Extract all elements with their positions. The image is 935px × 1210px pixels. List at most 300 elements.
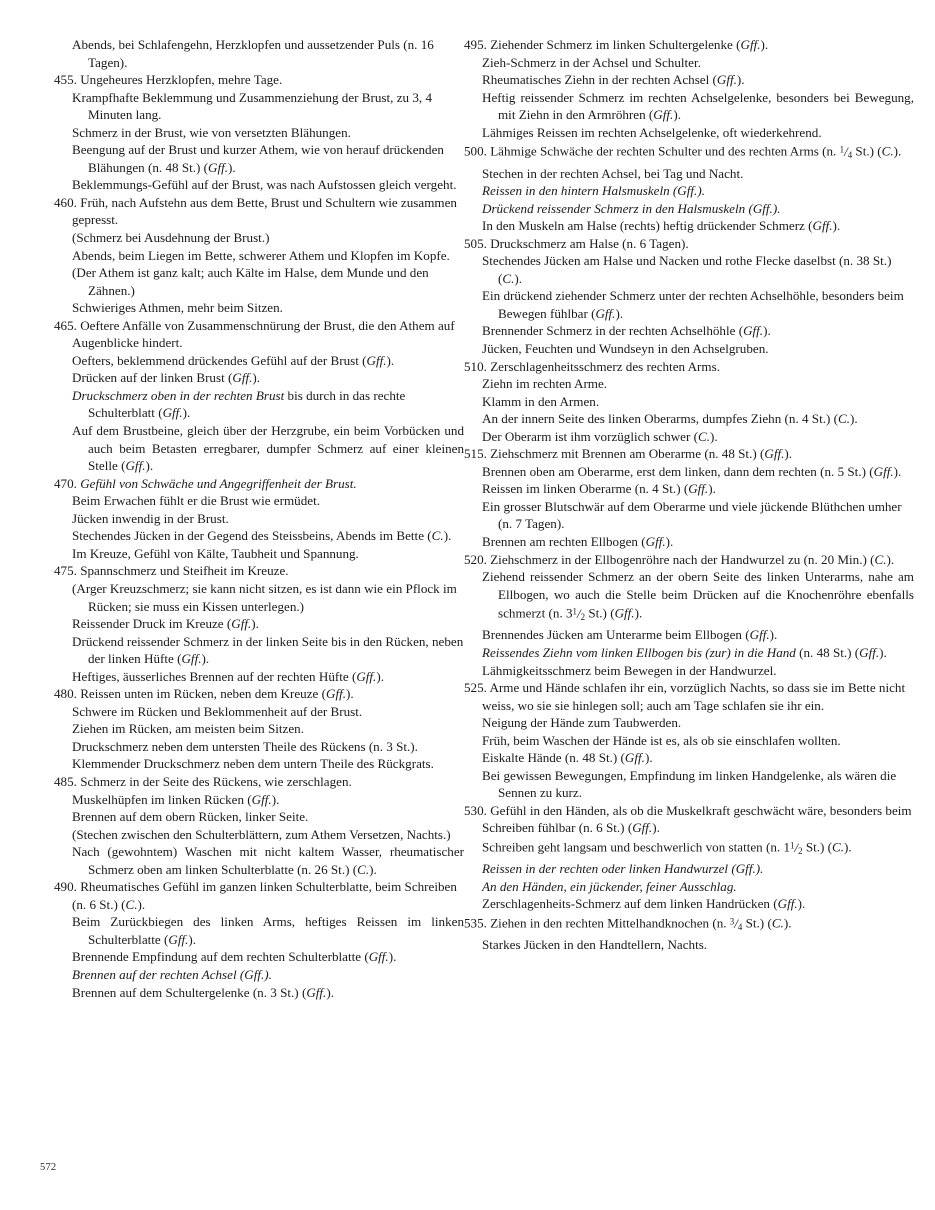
text-run: Ein grosser Blutschwär auf dem Oberarme und viele jückende Blüthchen umher (n. 7 Tagen).: [482, 498, 902, 532]
text-run: Früh, beim Waschen der Hände ist es, als ob sie einschlafen wollten.: [482, 732, 841, 748]
symptom-line: [464, 732, 914, 750]
text-run: Drückend reissender Schmerz in der linken Seite bis in den Rücken, neben der linken Hüfte: [72, 633, 464, 667]
text-run: Zieh-Schmerz in der Achsel und Schulter.: [482, 54, 701, 70]
symptom-line: [54, 668, 464, 686]
text-run: (: [351, 668, 357, 684]
text-run: (: [627, 820, 633, 836]
numbered-symptom-entry: [464, 358, 914, 376]
source-abbreviation: Gff.: [208, 159, 229, 175]
text-run: Beengung auf der Brust und kurzer Athem, wie von herauf drückenden Blähungen (n. 48 St.): [72, 142, 444, 175]
text-run: Schreiben geht langsam und beschwerlich von statten (n. 1: [482, 839, 790, 855]
source-abbreviation: C.: [357, 861, 370, 877]
source-abbreviation: Gff.: [740, 37, 761, 52]
text-run: Reissender Druck im Kreuze: [72, 616, 227, 632]
symptom-line: [54, 229, 464, 247]
text-run: (: [301, 984, 307, 1000]
numbered-symptom-entry: [54, 773, 464, 791]
source-abbreviation: Gff.: [764, 446, 785, 462]
text-run: (: [352, 861, 358, 877]
text-run: ): [763, 323, 768, 339]
symptom-line: [464, 662, 914, 680]
text-run: .: [256, 370, 261, 386]
text-run: (: [610, 605, 615, 621]
text-run: (: [745, 627, 750, 643]
text-run: Im Kreuze, Gefühl von Kälte, Taubheit und Spannung.: [72, 545, 359, 561]
text-run: .: [232, 159, 236, 175]
text-run: Lähmigkeitsschmerz beim Bewegen in der Handwurzel.: [482, 662, 777, 678]
symptom-line: [464, 89, 914, 124]
source-abbreviation: Gff.: [743, 323, 764, 339]
symptom-line: [54, 843, 464, 878]
symptom-line: [54, 299, 464, 317]
fraction: $^1$/4: [839, 144, 853, 160]
text-run: (: [247, 791, 252, 807]
text-run: .: [255, 616, 259, 632]
text-run: .: [390, 352, 395, 368]
text-run: ): [755, 861, 761, 877]
text-run: ): [832, 218, 837, 234]
text-run: Stechen in der rechten Achsel, bei Tag und Nacht.: [482, 165, 744, 181]
source-abbreviation: Gff.: [326, 686, 347, 702]
text-run: In den Muskeln am Halse (rechts) heftig drückender Schmerz: [482, 218, 809, 234]
text-run: Klamm in den Armen.: [482, 393, 600, 409]
source-abbreviation: Gff.: [677, 183, 698, 199]
source-abbreviation: Gff.: [251, 791, 272, 807]
source-abbreviation: Gff.: [752, 200, 773, 216]
entry-number: 520.: [464, 551, 491, 567]
text-run: Reissen in der rechten oder linken Handwurzel: [482, 861, 732, 877]
text-run: Rheumatisches Gefühl im ganzen linken Schulterblatte, beim Schreiben (n. 6 St.): [72, 879, 457, 912]
emphasised-phrase: Druckschmerz oben in der rechten Brust: [72, 387, 285, 403]
numbered-symptom-entry: [54, 878, 464, 913]
text-run: An der innern Seite des linken Oberarms, dumpfes Ziehn (n. 4 St.): [482, 411, 834, 427]
text-run: Früh, nach Aufstehn aus dem Bette, Brust und Schultern wie zusammen gepresst.: [72, 194, 457, 228]
source-abbreviation: Gff.: [181, 651, 202, 667]
text-run: Lähmiges Reissen im rechten Achselgelenke, oft wiederkehrend.: [482, 124, 822, 140]
source-abbreviation: Gff.: [749, 627, 770, 643]
symptom-line: [464, 878, 914, 896]
text-run: .: [518, 270, 523, 286]
text-run: Druckschmerz am Halse (n. 6 Tagen).: [490, 235, 689, 251]
symptom-line: [464, 71, 914, 89]
left-text-column: [54, 36, 464, 1001]
text-run: Ungeheures Herzklopfen, mehre Tage.: [80, 72, 283, 88]
source-abbreviation: C.: [874, 551, 887, 567]
text-run: (: [767, 915, 772, 931]
text-run: (: [833, 411, 839, 427]
text-run: (Arger Kreuzschmerz; sie kann nicht sitzen, es ist dann wie ein Pflock im Rücken; sie muss ein Kissen unterlegen.): [72, 580, 457, 614]
symptom-line: [54, 755, 464, 773]
text-run: Beim Erwachen fühlt er die Brust wie ermüdet.: [72, 493, 320, 509]
text-run: ): [386, 352, 391, 368]
symptom-line: [464, 837, 914, 860]
text-run: Brennen am rechten Ellbogen: [482, 534, 642, 549]
text-run: An den Händen, ein jückender, feiner Ausschlag.: [482, 878, 737, 894]
text-run: .: [836, 218, 841, 234]
text-run: Der Oberarm ist ihm vorzüglich schwer: [482, 428, 694, 444]
text-run: .: [149, 458, 154, 474]
source-abbreviation: Gff.: [624, 750, 645, 766]
symptom-line: [54, 352, 464, 370]
text-run: (: [158, 405, 163, 421]
text-run: Ziehen im Rücken, am meisten beim Sitzen.: [72, 721, 304, 737]
text-run: St.): [742, 915, 768, 931]
text-run: ): [145, 458, 150, 474]
text-run: ): [710, 428, 715, 444]
symptom-line: [54, 738, 464, 756]
text-run: (: [773, 896, 778, 912]
text-run: ): [893, 463, 898, 479]
text-run: ): [326, 984, 331, 1000]
text-run: ): [443, 528, 449, 544]
symptom-line: [464, 287, 914, 322]
source-abbreviation: C.: [698, 428, 711, 444]
symptom-line: [54, 545, 464, 563]
numbered-symptom-entry: [54, 317, 464, 352]
text-run: Auf dem Brustbeine, gleich über der Herzgrube, ein beim Vorbücken und auch beim Betasten erregbarer, dumpfer Schmerz auf einer kleinen Stelle: [72, 423, 464, 474]
symptom-line: [464, 410, 914, 428]
symptom-line: [464, 498, 914, 533]
text-run: (: [177, 651, 182, 667]
symptom-line: [54, 492, 464, 510]
numbered-symptom-entry: [464, 445, 914, 463]
text-run: (: [712, 72, 717, 88]
symptom-line: [464, 533, 914, 551]
text-run: (: [808, 218, 813, 234]
symptom-line: [464, 322, 914, 340]
text-run: ): [879, 644, 884, 660]
symptom-line: [54, 527, 464, 545]
source-abbreviation: Gff.: [735, 861, 756, 877]
symptom-line: [54, 984, 464, 1002]
symptom-line: [464, 428, 914, 446]
text-run: ): [736, 72, 742, 88]
text-run: .: [774, 627, 778, 643]
text-run: ): [228, 159, 233, 175]
text-run: .: [712, 481, 716, 497]
entry-number: 530.: [464, 802, 491, 818]
text-run: .: [854, 411, 858, 427]
symptom-line: [54, 791, 464, 809]
text-run: ): [708, 481, 713, 497]
text-run: ): [769, 627, 775, 643]
text-run: Starkes Jücken in den Handtellern, Nachts.: [482, 937, 708, 953]
numbered-symptom-entry: [54, 194, 464, 229]
numbered-symptom-entry: [54, 685, 464, 703]
text-run: St.): [852, 144, 878, 160]
text-run: Ziehn im rechten Arme.: [482, 376, 608, 392]
text-run: Brennen auf dem obern Rücken, linker Seite.: [72, 809, 309, 825]
page-number: 572: [40, 1162, 57, 1173]
numbered-symptom-entry: [464, 913, 914, 936]
text-run: Arme und Hände schlafen ihr ein, vorzüglich Nachts, so dass sie im Bette nicht weiss, wo sie sie hinlegen soll; auch am Tage schlafen sie ihr ein.: [482, 680, 906, 713]
text-run: (: [498, 270, 503, 286]
source-abbreviation: Gff.: [632, 820, 653, 836]
text-run: .: [701, 183, 705, 199]
text-run: (: [228, 370, 233, 386]
fraction: $^1$/2: [572, 605, 586, 622]
text-run: ): [893, 144, 899, 160]
source-abbreviation: C.: [125, 896, 138, 912]
text-run: ): [615, 305, 620, 321]
text-run: Ziehend reissender Schmerz an der obern Seite des linken Unterarms, nahe am Ellbogen, wo auch die Stelle beim Drücken auf die Knochenröhre ebenfalls schmerzt (n. 3: [482, 569, 914, 621]
symptom-line: [464, 860, 914, 878]
text-run: Krampfhafte Beklemmung und Zusammenziehung der Brust, zu 3, 4 Minuten lang.: [72, 89, 432, 123]
symptom-line: [54, 948, 464, 966]
text-run: Drückend reissender Schmerz in den Halsmuskeln: [482, 200, 749, 216]
text-run: Ziehschmerz in der Ellbogenröhre nach der Handwurzel zu (n. 20 Min.): [490, 551, 871, 567]
text-run: (: [121, 458, 126, 474]
symptom-line: [464, 480, 914, 498]
text-run: Brennendes Jücken am Unterarme beim Ellbogen: [482, 627, 746, 643]
text-run: Abends, bei Schlafengehn, Herzklopfen und aussetzender Puls (n. 16 Tagen).: [72, 37, 434, 70]
text-run: .: [741, 72, 745, 88]
text-run: Spannschmerz und Steifheit im Kreuze.: [80, 563, 289, 579]
symptom-line: [464, 252, 914, 287]
text-run: Muskelhüpfen im linken Rücken: [72, 791, 248, 807]
text-run: ): [514, 270, 519, 286]
text-run: (: [648, 107, 654, 123]
numbered-symptom-entry: [54, 562, 464, 580]
entry-number: 480.: [54, 686, 81, 702]
source-abbreviation: Gff.: [168, 931, 189, 947]
text-run: .: [448, 528, 452, 544]
symptom-line: [464, 340, 914, 358]
text-run: ): [886, 551, 891, 567]
symptom-line: [54, 387, 464, 422]
text-run: St.): [802, 839, 828, 855]
text-run: (: [736, 37, 741, 52]
symptom-line: [54, 124, 464, 142]
text-run: (: [591, 305, 596, 321]
text-run: Zerschlagenheitsschmerz des rechten Arms.: [490, 358, 720, 374]
text-run: Nach (gewohntem) Waschen mit nicht kaltem Wasser, rheumatischer Schmerz oben am linken Schulterblatte (n. 26 St.): [72, 844, 464, 877]
text-run: Beklemmungs-Gefühl auf der Brust, was nach Aufstossen gleich vergeht.: [72, 177, 457, 193]
source-abbreviation: Gff.: [873, 463, 894, 479]
numbered-symptom-entry: [464, 551, 914, 569]
text-run: ): [634, 605, 639, 621]
symptom-line: [464, 182, 914, 200]
text-run: Oeftere Anfälle von Zusammenschnürung der Brust, die den Athem auf Augenblicke hindert.: [72, 317, 455, 351]
text-run: (Der Athem ist ganz kalt; auch Kälte im Halse, dem Munde und den Zähnen.): [72, 265, 429, 298]
numbered-symptom-entry: [464, 235, 914, 253]
symptom-line: [54, 615, 464, 633]
text-run: Schwieriges Athmen, mehr beim Sitzen.: [72, 300, 283, 316]
source-abbreviation: Gff.: [595, 305, 616, 321]
text-run: .: [141, 896, 146, 912]
text-run: Heftiges, äusserliches Brennen auf der rechten Hüfte: [72, 668, 352, 684]
symptom-line: [54, 808, 464, 826]
text-run: bis durch in das rechte Schulterblatt: [88, 387, 406, 421]
text-run: .: [186, 405, 191, 421]
text-run: ): [783, 915, 789, 931]
text-run: Abends, beim Liegen im Bette, schwerer Athem und Klopfen im Kopfe.: [72, 247, 450, 263]
symptom-line: [54, 264, 464, 299]
two-column-text-body: [0, 36, 935, 1001]
entry-number: 515.: [464, 446, 491, 462]
text-run: .: [802, 896, 806, 912]
source-abbreviation: Gff.: [366, 352, 387, 368]
text-run: Jücken inwendig in der Brust.: [72, 510, 229, 526]
numbered-symptom-entry: [464, 141, 914, 164]
symptom-line: [464, 463, 914, 481]
symptom-line: [464, 936, 914, 954]
symptom-line: [464, 393, 914, 411]
right-text-column: [464, 36, 914, 1001]
text-run: Lähmige Schwäche der rechten Schulter und des rechten Arms (n.: [490, 144, 840, 160]
text-run: .: [898, 144, 902, 160]
text-run: Ziehen in den rechten Mittelhandknochen (n.: [490, 915, 730, 931]
text-run: (: [693, 428, 698, 444]
symptom-line: [464, 714, 914, 732]
text-run: (Schmerz bei Ausdehnung der Brust.): [72, 230, 270, 246]
text-run: ): [137, 896, 142, 912]
symptom-line: [464, 568, 914, 626]
text-run: .: [760, 861, 764, 877]
text-run: .: [714, 428, 718, 444]
text-run: .: [393, 949, 397, 965]
text-run: .: [883, 644, 887, 660]
text-run: Ziehschmerz mit Brennen am Oberarme (n. 48 St.): [490, 446, 760, 462]
text-run: .: [268, 966, 272, 982]
numbered-symptom-entry: [464, 802, 914, 837]
text-run: .: [192, 931, 197, 947]
text-run: ): [850, 411, 855, 427]
text-run: St.): [585, 605, 611, 621]
fraction: $^3$/4: [729, 915, 743, 932]
symptom-line: [54, 510, 464, 528]
text-run: .: [898, 463, 902, 479]
text-run: Klemmender Druckschmerz neben dem untern Theile des Rückgrats.: [72, 756, 434, 772]
source-abbreviation: Gff.: [716, 72, 737, 88]
text-run: Schwere im Rücken und Beklommenheit auf der Brust.: [72, 703, 363, 719]
symptom-line: [54, 913, 464, 948]
source-abbreviation: Gff.: [244, 966, 265, 982]
text-run: Jücken, Feuchten und Wundseyn in den Achselgruben.: [482, 340, 769, 356]
text-run: (: [203, 159, 209, 175]
source-abbreviation: Gff.: [812, 218, 833, 234]
text-run: (: [870, 551, 875, 567]
text-run: ): [784, 446, 789, 462]
text-run: .: [764, 37, 769, 52]
symptom-line: [464, 54, 914, 72]
entry-number: 495.: [464, 37, 491, 52]
text-run: Druckschmerz neben dem untersten Theile des Rückens (n. 3 St.).: [72, 738, 418, 754]
numbered-symptom-entry: [464, 36, 914, 54]
entry-number: 485.: [54, 773, 81, 789]
text-run: Brennen auf der rechten Achsel: [72, 966, 240, 982]
text-run: Beim Zurückbiegen des linken Arms, heftiges Reissen im linken Schulterblatte: [72, 914, 464, 947]
symptom-line: [54, 966, 464, 984]
source-abbreviation: C.: [771, 915, 784, 931]
text-run: Brennen oben am Oberarme, erst dem linken, dann dem rechten (n. 5 St.): [482, 463, 870, 479]
emphasised-phrase: Reissendes Ziehn vom linken Ellbogen bis (zur) in die Hand: [482, 644, 796, 660]
symptom-line: [54, 369, 464, 387]
text-run: (: [877, 144, 882, 160]
text-run: (: [226, 616, 232, 632]
text-run: .: [777, 200, 781, 216]
text-run: ): [673, 107, 678, 123]
entry-number: 510.: [464, 358, 491, 374]
text-run: (: [321, 686, 326, 702]
text-run: (: [748, 200, 753, 216]
text-run: Reissen im linken Oberarme (n. 4 St.): [482, 481, 684, 497]
text-run: ): [271, 791, 277, 807]
text-run: ): [665, 534, 671, 549]
text-run: (: [759, 446, 765, 462]
symptom-line: [464, 375, 914, 393]
text-run: ): [264, 966, 269, 982]
symptom-line: [464, 895, 914, 913]
text-run: Ziehender Schmerz im linken Schultergelenke: [490, 37, 737, 52]
text-run: ): [376, 668, 381, 684]
text-run: Stechendes Jücken in der Gegend des Steissbeins, Abends im Bette: [72, 528, 428, 544]
text-run: Drücken auf der linken Brust: [72, 370, 228, 386]
numbered-symptom-entry: [54, 475, 464, 493]
symptom-line: [54, 176, 464, 194]
text-run: (: [641, 534, 646, 549]
text-run: Brennen auf dem Schultergelenke (n. 3 St.): [72, 984, 302, 1000]
entry-number: 500.: [464, 144, 491, 160]
text-run: ): [652, 820, 657, 836]
symptom-line: [54, 826, 464, 844]
text-run: (: [427, 528, 432, 544]
text-run: (n. 48 St.): [795, 644, 855, 660]
symptom-line: [464, 124, 914, 142]
symptom-line: [54, 720, 464, 738]
symptom-line: [464, 200, 914, 218]
fraction: $^1$/2: [790, 839, 803, 856]
text-run: (: [738, 323, 744, 339]
text-run: .: [276, 791, 280, 807]
symptom-line: [54, 141, 464, 176]
source-abbreviation: Gff.: [645, 534, 666, 549]
source-abbreviation: Gff.: [859, 644, 880, 660]
text-run: .: [380, 668, 384, 684]
symptom-line: [54, 703, 464, 721]
text-run: (: [869, 463, 874, 479]
source-abbreviation: C.: [832, 839, 845, 855]
symptom-line: [54, 580, 464, 615]
text-run: .: [788, 446, 793, 462]
text-run: Brennender Schmerz in der rechten Achselhöhle: [482, 323, 739, 339]
text-run: (: [731, 861, 736, 877]
text-run: (: [121, 896, 126, 912]
text-run: .: [330, 984, 334, 1000]
text-run: Neigung der Hände zum Taubwerden.: [482, 715, 682, 731]
text-run: Heftig reissender Schmerz im rechten Achselgelenke, besonders bei Bewegung, mit Ziehn in den Armröhren: [482, 89, 914, 123]
text-run: .: [638, 605, 643, 621]
source-abbreviation: Gff.: [162, 405, 183, 421]
source-abbreviation: Gff.: [653, 107, 674, 123]
text-run: Reissen in den hintern Halsmuskeln: [482, 183, 673, 199]
text-run: ): [697, 183, 702, 199]
symptom-line: [464, 626, 914, 644]
source-abbreviation: Gff.: [368, 949, 389, 965]
symptom-line: [54, 422, 464, 475]
text-run: Rheumatisches Ziehn in der rechten Achsel: [482, 72, 713, 88]
text-run: (: [672, 183, 678, 199]
text-run: Oefters, beklemmend drückendes Gefühl auf der Brust: [72, 352, 363, 368]
text-run: Stechendes Jücken am Halse und Nacken und rothe Flecke daselbst (n. 38 St.): [482, 253, 892, 269]
symptom-line: [464, 644, 914, 662]
text-run: (: [827, 839, 833, 855]
text-run: ): [644, 750, 650, 766]
entry-number: 490.: [54, 879, 81, 895]
source-abbreviation: Gff.: [356, 668, 377, 684]
numbered-symptom-entry: [464, 679, 914, 714]
text-run: ): [369, 861, 374, 877]
